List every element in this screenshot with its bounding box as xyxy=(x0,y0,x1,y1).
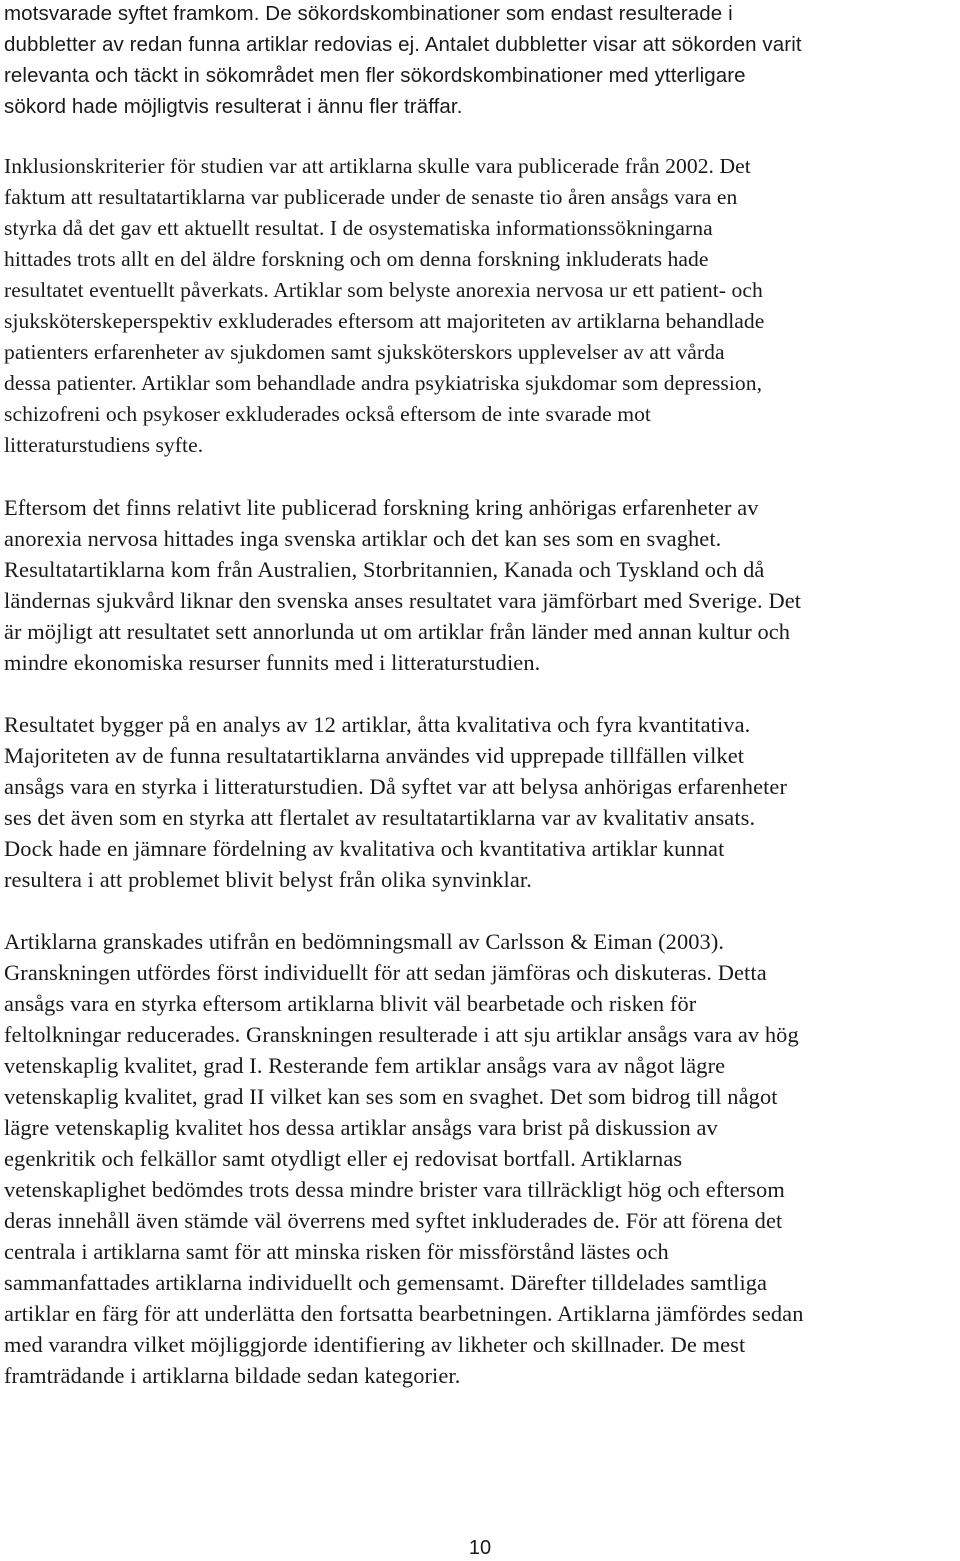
page-number: 10 xyxy=(468,1537,492,1559)
text-line: vetenskaplig kvalitet, grad I. Resterande fem artiklar ansågs vara av något lägre xyxy=(4,1053,726,1078)
text-line: relevanta och täckt in sökområdet men fler sökordskombinationer med ytterligare xyxy=(4,64,746,87)
text-line: Resultatet bygger på en analys av 12 artiklar, åtta kvalitativa och fyra kvantitativa. xyxy=(4,712,751,737)
text-line: ses det även som en styrka att flertalet av resultatartiklarna var av kvalitativ ansats. xyxy=(4,805,756,830)
text-line: vetenskaplighet bedömdes trots dessa mindre brister vara tillräckligt hög och eftersom xyxy=(4,1177,785,1202)
text-line: patienters erfarenheter av sjukdomen samt sjuksköterskors upplevelser av att vårda xyxy=(4,340,725,364)
text-line: egenkritik och felkällor samt otydligt eller ej redovisat bortfall. Artiklarnas xyxy=(4,1146,683,1171)
text-line: centrala i artiklarna samt för att minska risken för missförstånd lästes och xyxy=(4,1239,669,1264)
text-line: mindre ekonomiska resurser funnits med i litteraturstudien. xyxy=(4,650,541,675)
text-line: Inklusionskriterier för studien var att artiklarna skulle vara publicerade från 2002. Det xyxy=(4,154,751,178)
text-line: sammanfattades artiklarna individuellt och gemensamt. Därefter tilldelades samtliga xyxy=(4,1270,768,1295)
paragraph-review-method xyxy=(4,926,804,1391)
text-line: sökord hade möjligtvis resulterat i ännu fler träffar. xyxy=(4,95,463,118)
paragraph-search-results xyxy=(4,0,802,122)
text-line: dubbletter av redan funna artiklar redovias ej. Antalet dubbletter visar att sökorden varit xyxy=(4,33,802,56)
text-line: framträdande i artiklarna bildade sedan kategorier. xyxy=(4,1363,461,1388)
paragraph-research-origin xyxy=(4,492,801,678)
text-line: faktum att resultatartiklarna var publicerade under de senaste tio åren ansågs vara en xyxy=(4,185,738,209)
paragraph-analysis xyxy=(4,709,787,895)
text-line: Granskningen utfördes först individuellt för att sedan jämföras och diskuteras. Detta xyxy=(4,960,767,985)
text-line: resultatet eventuellt påverkats. Artiklar som belyste anorexia nervosa ur ett patient- och xyxy=(4,278,763,302)
text-line: motsvarade syftet framkom. De sökordskombinationer som endast resulterade i xyxy=(4,2,733,25)
text-line: feltolkningar reducerades. Granskningen resulterade i att sju artiklar ansågs vara av hög xyxy=(4,1022,799,1047)
text-line: Resultatartiklarna kom från Australien, Storbritannien, Kanada och Tyskland och då xyxy=(4,557,765,582)
text-line: styrka då det gav ett aktuellt resultat. I de osystematiska informationssökningarna xyxy=(4,216,713,240)
text-line: är möjligt att resultatet sett annorlunda ut om artiklar från länder med annan kultur och xyxy=(4,619,791,644)
text-line: Eftersom det finns relativt lite publicerad forskning kring anhörigas erfarenheter av xyxy=(4,495,759,520)
text-line: ländernas sjukvård liknar den svenska anses resultatet vara jämförbart med Sverige. Det xyxy=(4,588,802,613)
text-line: deras innehåll även stämde väl överrens med syftet inkluderades de. För att förena det xyxy=(4,1208,783,1233)
text-line: hittades trots allt en del äldre forskning och om denna forskning inkluderats hade xyxy=(4,247,709,271)
text-line: resultera i att problemet blivit belyst från olika synvinklar. xyxy=(4,867,532,892)
paragraph-inclusion-criteria xyxy=(4,151,764,461)
text-line: Dock hade en jämnare fördelning av kvalitativa och kvantitativa artiklar kunnat xyxy=(4,836,725,861)
text-line: vetenskaplig kvalitet, grad II vilket kan ses som en svaghet. Det som bidrog till något xyxy=(4,1084,778,1109)
text-line: Majoriteten av de funna resultatartiklarna användes vid upprepade tillfällen vilket xyxy=(4,743,745,768)
text-line: schizofreni och psykoser exkluderades också eftersom de inte svarade mot xyxy=(4,402,651,426)
text-line: sjuksköterskeperspektiv exkluderades eftersom att majoriteten av artiklarna behandlade xyxy=(4,309,765,333)
text-line: anorexia nervosa hittades inga svenska artiklar och det kan ses som en svaghet. xyxy=(4,526,722,551)
text-line: litteraturstudiens syfte. xyxy=(4,433,204,457)
text-line: lägre vetenskaplig kvalitet hos dessa artiklar ansågs vara brist på diskussion av xyxy=(4,1115,718,1140)
text-line: med varandra vilket möjliggjorde identifiering av likheter och skillnader. De mest xyxy=(4,1332,746,1357)
text-line: ansågs vara en styrka i litteraturstudien. Då syftet var att belysa anhörigas erfarenheter xyxy=(4,774,788,799)
text-line: dessa patienter. Artiklar som behandlade andra psykiatriska sjukdomar som depression, xyxy=(4,371,763,395)
text-line: artiklar en färg för att underlätta den fortsatta bearbetningen. Artiklarna jämfördes sedan xyxy=(4,1301,804,1326)
text-line: Artiklarna granskades utifrån en bedömningsmall av Carlsson & Eiman (2003). xyxy=(4,929,725,954)
text-line: ansågs vara en styrka eftersom artiklarna blivit väl bearbetade och risken för xyxy=(4,991,697,1016)
